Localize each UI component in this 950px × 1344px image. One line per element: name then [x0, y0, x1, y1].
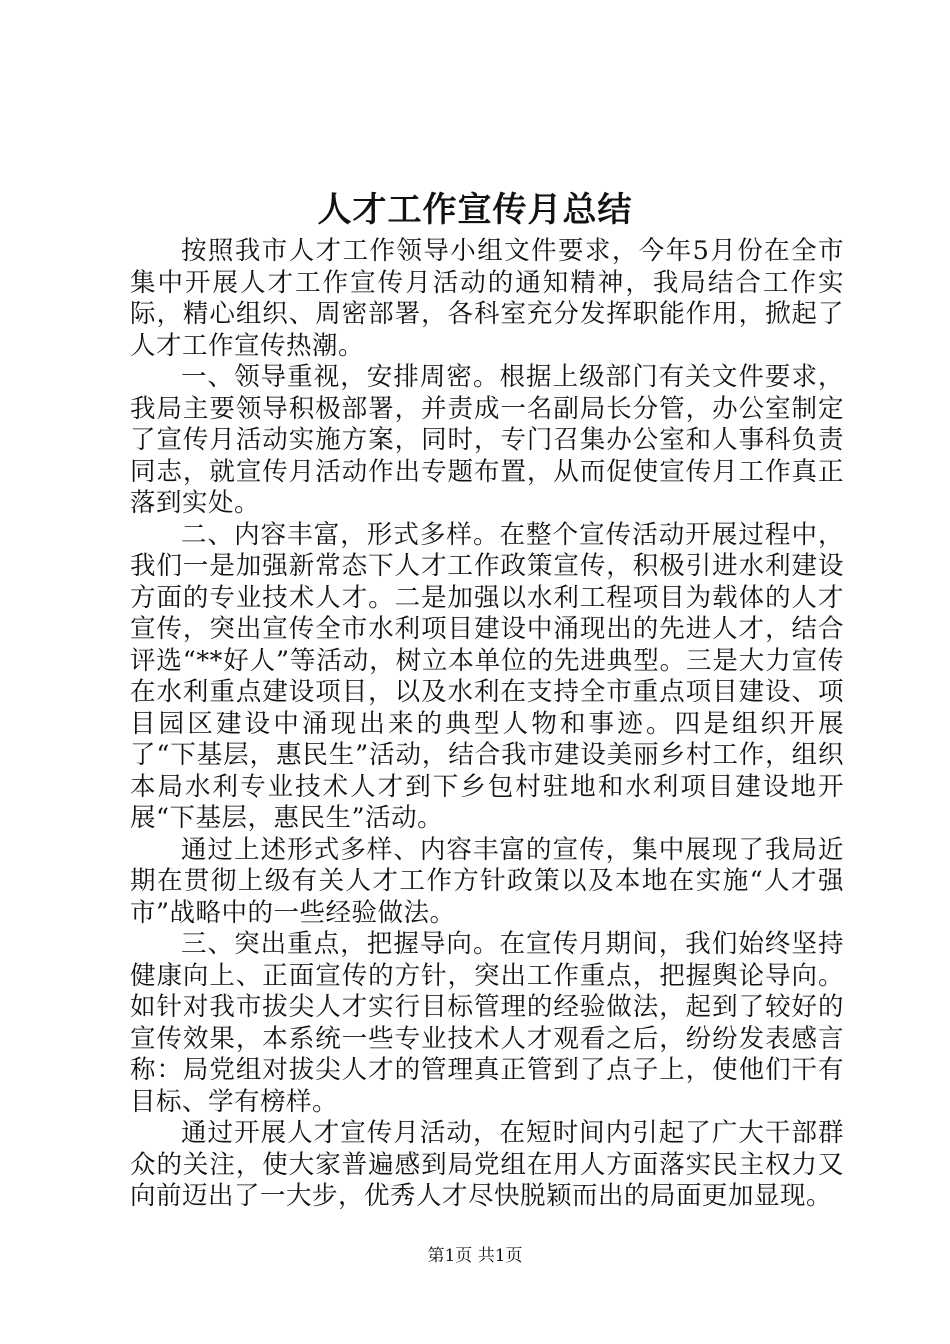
document-title: 人才工作宣传月总结 [317, 190, 633, 230]
page-number-footer: 第1页 共1页 [427, 1246, 523, 1266]
paragraph-conclusion: 通过开展人才宣传月活动，在短时间内引起了广大干部群众的关注，使大家普遍感到局党组在用人方面落实民主权力又向前迈出了一大步，优秀人才尽快脱颖而出的局面更加显现。 [130, 1118, 844, 1211]
paragraph-section-two: 二、内容丰富，形式多样。在整个宣传活动开展过程中，我们一是加强新常态下人才工作政策宣传，积极引进水利建设方面的专业技术人才。二是加强以水利工程项目为载体的人才宣传，突出宣传全市水利项目建设中涌现出的先进人才，结合评选“**好人”等活动，树立本单位的先进典型。三是大力宣传在水利重点建设项目，以及水利在支持全市重点项目建设、项目园区建设中涌现出来的典型人物和事迹。四是组织开展了“下基层，惠民生”活动，结合我市建设美丽乡村工作，组织本局水利专业技术人才到下乡包村驻地和水利项目建设地开展“下基层，惠民生”活动。 [130, 519, 844, 833]
document-body [130, 236, 844, 1213]
paragraph-section-three: 三、突出重点，把握导向。在宣传月期间，我们始终坚持健康向上、正面宣传的方针，突出工作重点，把握舆论导向。如针对我市拔尖人才实行目标管理的经验做法，起到了较好的宣传效果，本系统一些专业技术人才观看之后，纷纷发表感言称：局党组对拔尖人才的管理真正管到了点子上，使他们干有目标、学有榜样。 [130, 929, 844, 1117]
paragraph-summary-one: 通过上述形式多样、内容丰富的宣传，集中展现了我局近期在贯彻上级有关人才工作方针政策以及本地在实施“人才强市”战略中的一些经验做法。 [130, 834, 844, 928]
paragraph-intro: 按照我市人才工作领导小组文件要求，今年5月份在全市集中开展人才工作宣传月活动的通知精神，我局结合工作实际，精心组织、周密部署，各科室充分发挥职能作用，掀起了人才工作宣传热潮。 [130, 236, 844, 361]
paragraph-section-one: 一、领导重视，安排周密。根据上级部门有关文件要求，我局主要领导积极部署，并责成一名副局长分管，办公室制定了宣传月活动实施方案，同时，专门召集办公室和人事科负责同志，就宣传月活动作出专题布置，从而促使宣传月工作真正落到实处。 [130, 362, 844, 518]
